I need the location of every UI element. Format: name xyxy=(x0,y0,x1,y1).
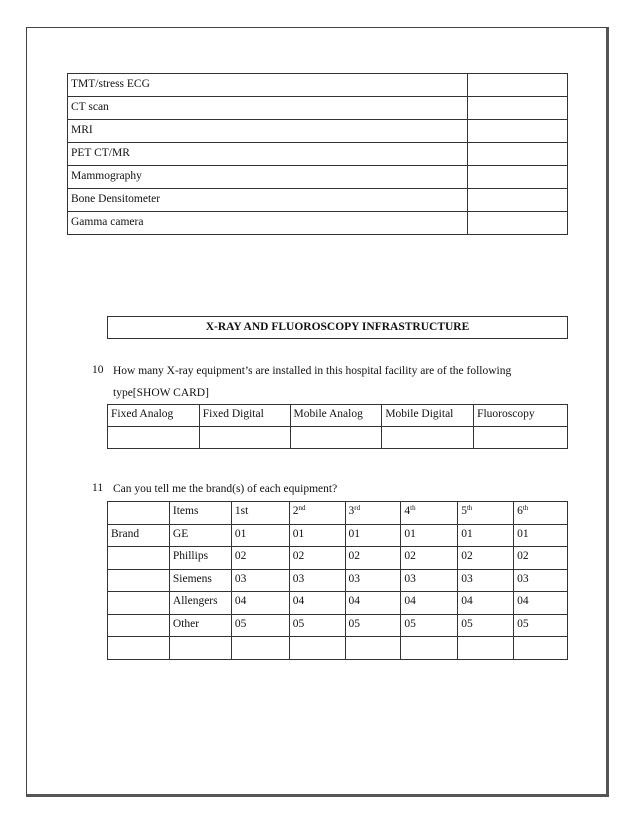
brand-name: Other xyxy=(169,614,231,637)
modality-label: TMT/stress ECG xyxy=(68,74,468,97)
column-header-label: 5 xyxy=(461,505,467,517)
items-header: Items xyxy=(169,502,231,525)
code-cell[interactable]: 03 xyxy=(458,569,514,592)
blank-cell[interactable] xyxy=(345,637,401,660)
code-cell[interactable]: 05 xyxy=(514,614,568,637)
code-cell[interactable]: 03 xyxy=(345,569,401,592)
code-cell[interactable]: 01 xyxy=(458,524,514,547)
table-row xyxy=(68,74,568,97)
count-cell[interactable] xyxy=(474,427,568,449)
code-cell[interactable]: 02 xyxy=(514,547,568,570)
ordinal-suffix: rd xyxy=(354,504,361,512)
table-row xyxy=(68,97,568,120)
code-cell[interactable]: 04 xyxy=(231,592,289,615)
code-cell[interactable]: 04 xyxy=(289,592,345,615)
code-cell[interactable]: 01 xyxy=(231,524,289,547)
column-header xyxy=(458,502,514,525)
blank-cell[interactable] xyxy=(108,637,170,660)
column-header: Fixed Analog xyxy=(108,405,200,427)
blank-cell[interactable] xyxy=(401,637,458,660)
table-row xyxy=(68,189,568,212)
column-header xyxy=(514,502,568,525)
code-cell[interactable]: 05 xyxy=(345,614,401,637)
table-row xyxy=(108,637,568,660)
code-cell[interactable]: 04 xyxy=(345,592,401,615)
table-row xyxy=(68,166,568,189)
modality-label: CT scan xyxy=(68,97,468,120)
blank-cell xyxy=(108,547,170,570)
code-cell[interactable]: 01 xyxy=(345,524,401,547)
column-header xyxy=(231,502,289,525)
brand-name: Siemens xyxy=(169,569,231,592)
code-cell[interactable]: 02 xyxy=(458,547,514,570)
column-header xyxy=(289,502,345,525)
modality-label: Gamma camera xyxy=(68,212,468,235)
code-cell[interactable]: 04 xyxy=(458,592,514,615)
code-cell[interactable]: 01 xyxy=(289,524,345,547)
code-cell[interactable]: 05 xyxy=(231,614,289,637)
modality-value-cell[interactable] xyxy=(468,212,568,235)
count-cell[interactable] xyxy=(108,427,200,449)
question-number: 10 xyxy=(92,364,104,376)
ordinal-suffix: th xyxy=(410,504,416,512)
blank-cell[interactable] xyxy=(289,637,345,660)
table-row xyxy=(68,120,568,143)
code-cell[interactable]: 05 xyxy=(458,614,514,637)
modality-value-cell[interactable] xyxy=(468,189,568,212)
blank-cell xyxy=(108,592,170,615)
code-cell[interactable]: 03 xyxy=(401,569,458,592)
modality-value-cell[interactable] xyxy=(468,143,568,166)
code-cell[interactable]: 02 xyxy=(345,547,401,570)
modality-label: Bone Densitometer xyxy=(68,189,468,212)
column-header xyxy=(401,502,458,525)
table-row xyxy=(108,427,568,449)
table-row xyxy=(108,547,568,570)
code-cell[interactable]: 01 xyxy=(401,524,458,547)
table-row xyxy=(108,592,568,615)
column-header: Mobile Digital xyxy=(382,405,474,427)
xray-type-table xyxy=(107,404,568,449)
brand-name: Phillips xyxy=(169,547,231,570)
code-cell[interactable]: 03 xyxy=(289,569,345,592)
question-number: 11 xyxy=(92,482,104,494)
table-row xyxy=(68,212,568,235)
blank-cell[interactable] xyxy=(169,637,231,660)
modality-label: Mammography xyxy=(68,166,468,189)
code-cell[interactable]: 04 xyxy=(401,592,458,615)
column-header-label: 2 xyxy=(292,505,299,517)
section-title: X-RAY AND FLUOROSCOPY INFRASTRUCTURE xyxy=(108,317,568,339)
table-row xyxy=(108,569,568,592)
code-cell[interactable]: 01 xyxy=(514,524,568,547)
code-cell[interactable]: 03 xyxy=(514,569,568,592)
modality-label: MRI xyxy=(68,120,468,143)
column-header: Fluoroscopy xyxy=(474,405,568,427)
question-text: Can you tell me the brand(s) of each equipment? xyxy=(113,483,338,495)
modality-value-cell[interactable] xyxy=(468,120,568,143)
count-cell[interactable] xyxy=(290,427,382,449)
table-header-row xyxy=(108,405,568,427)
table-row xyxy=(68,143,568,166)
code-cell[interactable]: 05 xyxy=(401,614,458,637)
count-cell[interactable] xyxy=(199,427,290,449)
ordinal-suffix: nd xyxy=(298,504,306,512)
table-row xyxy=(108,524,568,547)
brand-name: Allengers xyxy=(169,592,231,615)
code-cell[interactable]: 04 xyxy=(514,592,568,615)
code-cell[interactable]: 02 xyxy=(401,547,458,570)
blank-cell xyxy=(108,569,170,592)
column-header-label: 4 xyxy=(404,505,411,517)
ordinal-suffix: th xyxy=(466,504,473,512)
modality-value-cell[interactable] xyxy=(468,166,568,189)
section-banner xyxy=(107,316,568,339)
column-header: Mobile Analog xyxy=(290,405,382,427)
column-header-label: 6 xyxy=(517,505,523,517)
column-header-label: 3 xyxy=(348,505,355,517)
row-label: Brand xyxy=(108,524,170,547)
modality-value-cell[interactable] xyxy=(468,74,568,97)
brand-table xyxy=(107,501,568,660)
code-cell[interactable]: 02 xyxy=(231,547,289,570)
count-cell[interactable] xyxy=(382,427,474,449)
blank-cell xyxy=(108,614,170,637)
code-cell[interactable]: 05 xyxy=(289,614,345,637)
column-header-label: 1st xyxy=(234,505,249,517)
blank-cell[interactable] xyxy=(458,637,514,660)
modality-value-cell[interactable] xyxy=(468,97,568,120)
ordinal-suffix: th xyxy=(522,504,529,512)
brand-name: GE xyxy=(169,524,231,547)
blank-cell[interactable] xyxy=(231,637,289,660)
column-header: Fixed Digital xyxy=(199,405,290,427)
blank-cell[interactable] xyxy=(514,637,568,660)
table-header-row xyxy=(108,502,568,525)
code-cell[interactable]: 03 xyxy=(231,569,289,592)
modality-table xyxy=(67,73,568,235)
code-cell[interactable]: 02 xyxy=(289,547,345,570)
question-text-continued: type[SHOW CARD] xyxy=(113,387,209,399)
column-header xyxy=(345,502,401,525)
modality-label: PET CT/MR xyxy=(68,143,468,166)
question-text: How many X-ray equipment’s are installed in this hospital facility are of the following xyxy=(113,365,512,377)
table-row xyxy=(108,614,568,637)
blank-cell xyxy=(108,502,170,525)
